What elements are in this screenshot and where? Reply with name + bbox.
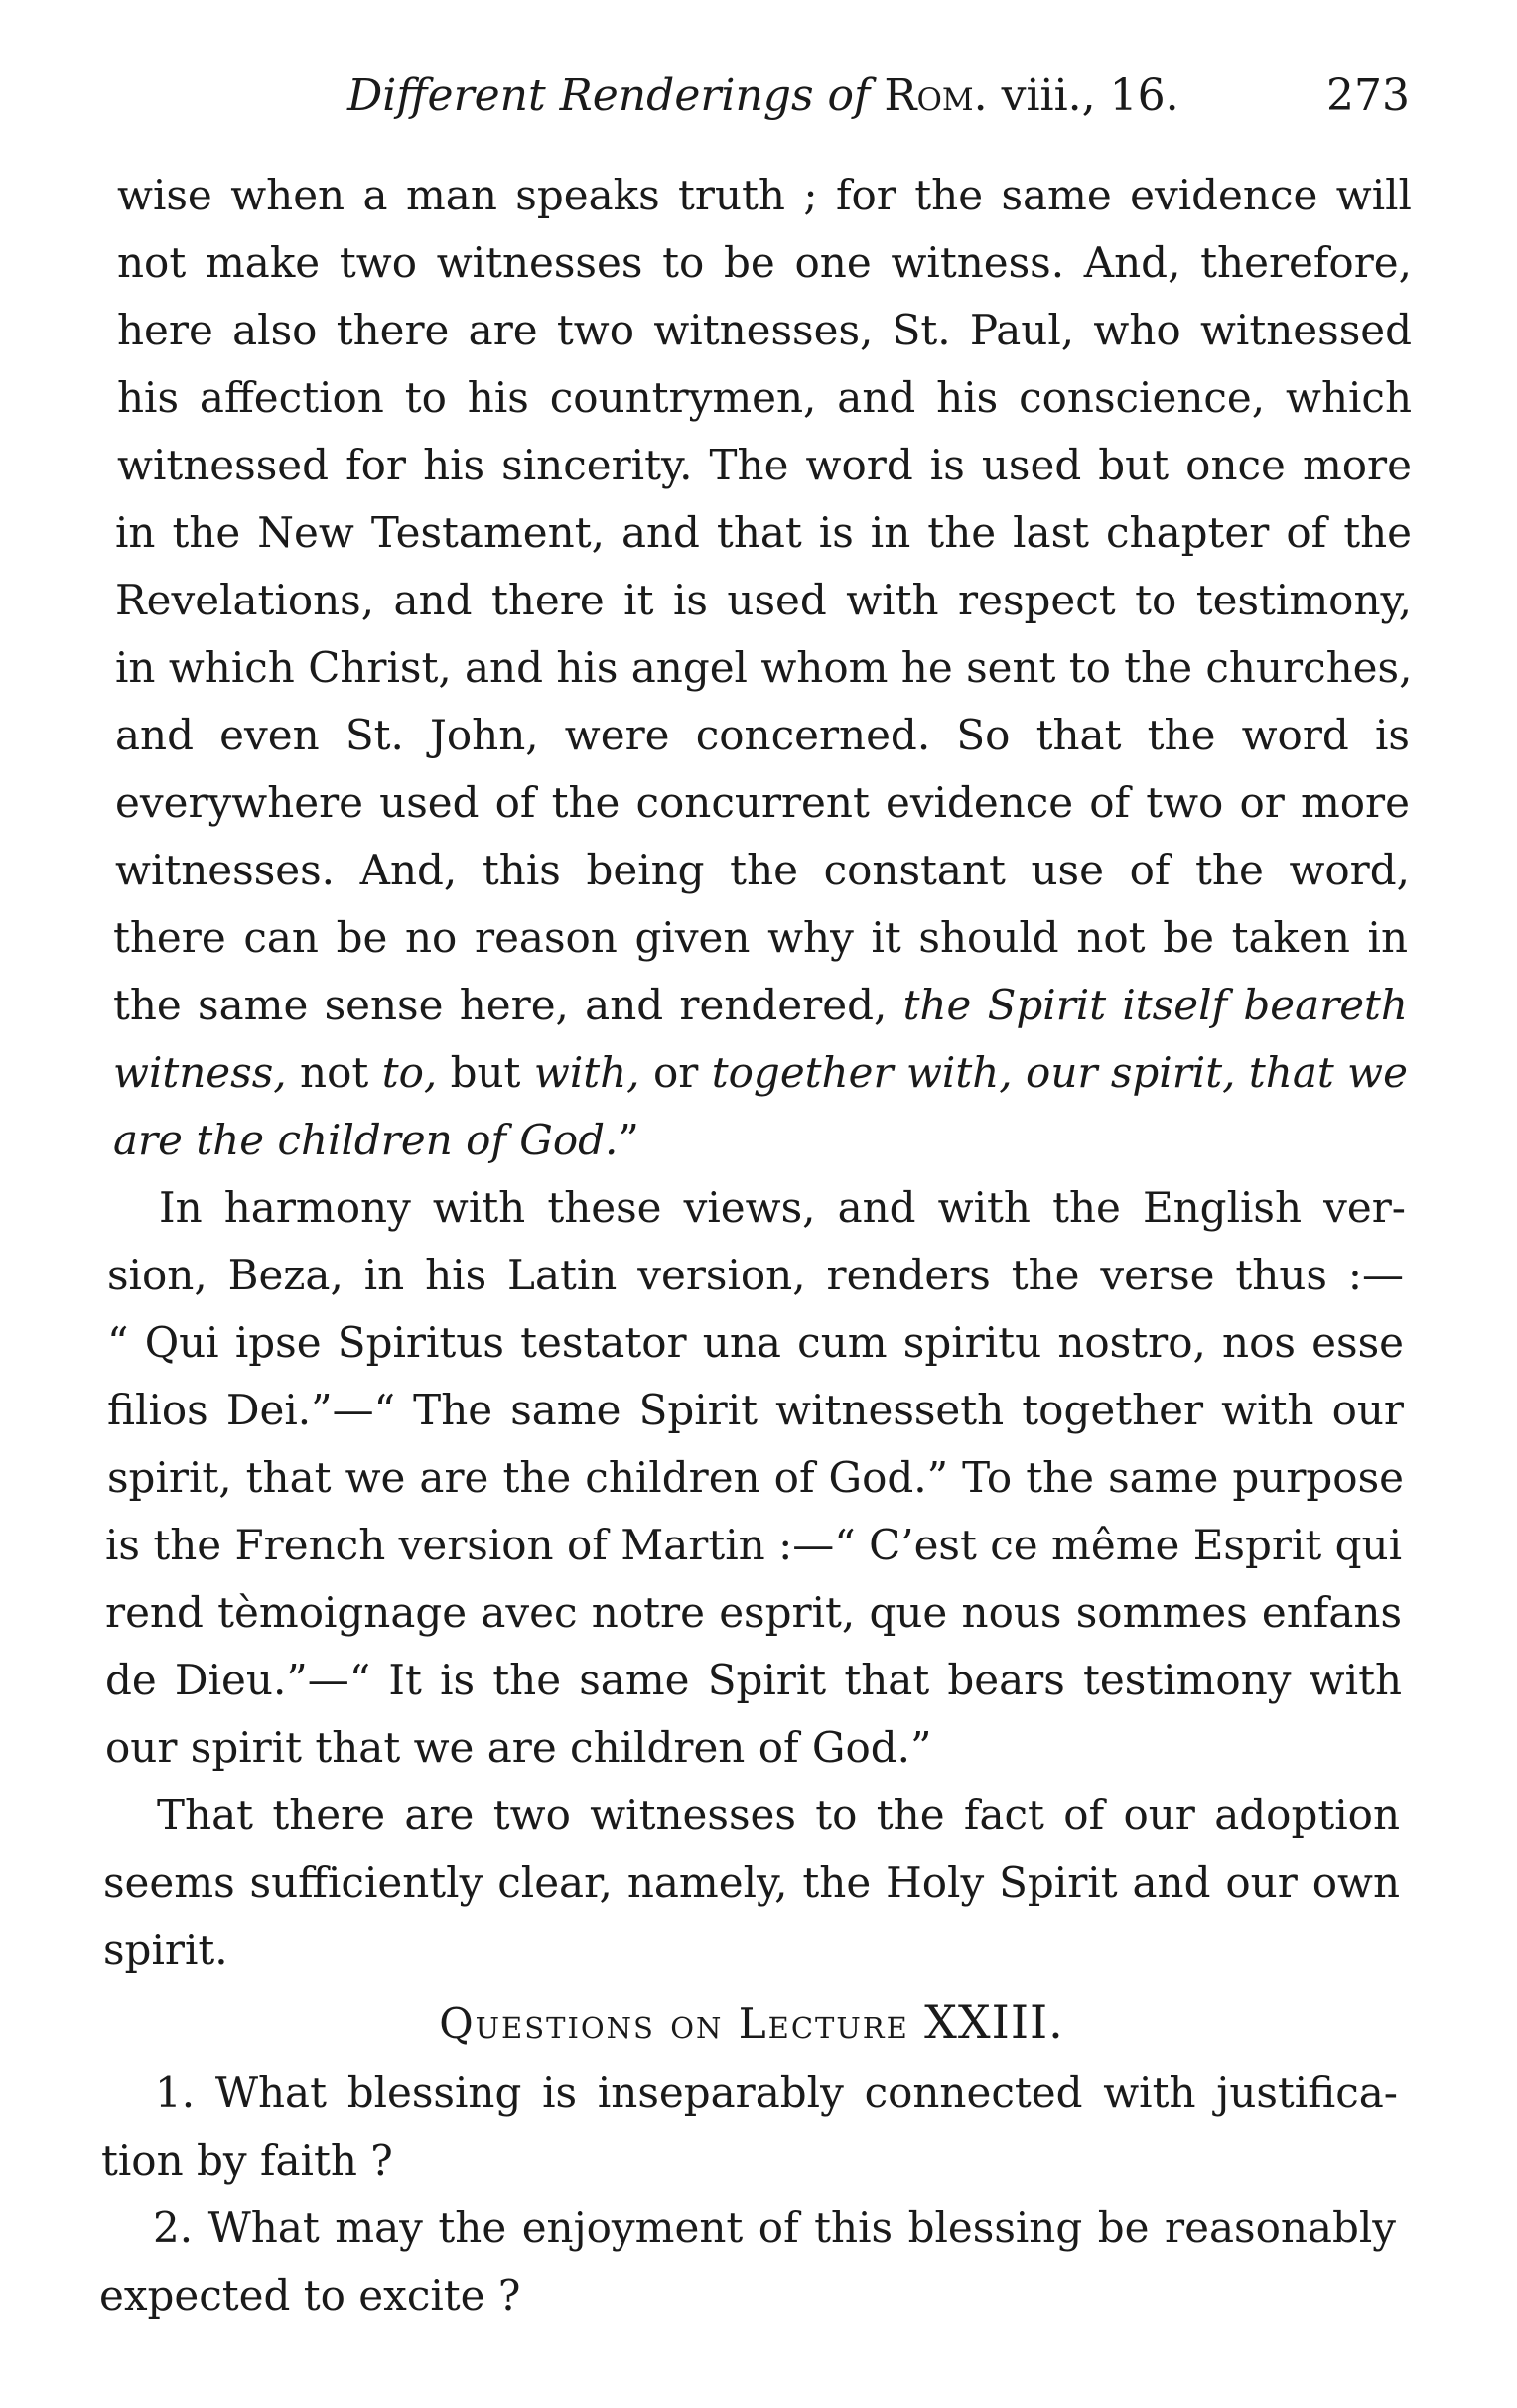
italic-run: witness, <box>113 1048 287 1097</box>
text-line: everywhere used of the concurrent evidence of two or more <box>115 778 1410 827</box>
italic-run: are the children of God. <box>113 1116 619 1164</box>
page-number: 273 <box>1326 70 1410 121</box>
text-run: the same sense here, and rendered, <box>113 981 888 1029</box>
text-run: but <box>450 1048 521 1097</box>
text-run: or <box>652 1048 699 1097</box>
text-run: not <box>300 1048 369 1097</box>
questions-heading-numeral: XXIII. <box>924 1995 1064 2049</box>
text-line: and even St. John, were concerned. So that the word is <box>115 711 1410 759</box>
running-title-ref: viii., 16. <box>1001 70 1179 121</box>
running-title-italic: Different Renderings of <box>347 70 871 121</box>
text-line: spirit, that we are the children of God.” To the same purpose <box>107 1453 1404 1502</box>
italic-run: with, <box>533 1048 640 1097</box>
text-line: seems sufficiently clear, namely, the Holy Spirit and our own <box>103 1858 1400 1907</box>
text-line: witnessed for his sincerity. The word is used but once more <box>117 441 1412 489</box>
text-line: Revelations, and there it is used with respect to testimony, <box>115 576 1412 624</box>
text-line: his affection to his countrymen, and his conscience, which <box>117 373 1412 422</box>
text-line: de Dieu.”—“ It is the same Spirit that bears testimony with <box>105 1656 1402 1704</box>
question-item: 2. What may the enjoyment of this blessing be reasonably <box>153 2204 1396 2252</box>
text-line: is the French version of Martin :—“ C’est ce même Esprit qui <box>105 1521 1402 1569</box>
question-item: expected to excite ? <box>99 2271 521 2320</box>
text-line: our spirit that we are children of God.” <box>105 1723 932 1772</box>
text-line: “ Qui ipse Spiritus testator una cum spiritu nostro, nos esse <box>107 1318 1404 1367</box>
text-line: spirit. <box>103 1926 228 1974</box>
running-title-book: Rom. <box>884 70 988 121</box>
question-item: 1. What blessing is inseparably connected with justifica- <box>155 2069 1398 2117</box>
italic-run: together with, our spirit, that we <box>711 1048 1408 1097</box>
text-line: in the New Testament, and that is in the last chapter of the <box>115 508 1412 557</box>
text-line: witnesses. And, this being the constant use of the word, <box>115 846 1410 894</box>
questions-heading-words: Questions on Lecture <box>439 1999 909 2048</box>
text-line: not make two witnesses to be one witness. And, therefore, <box>117 238 1412 287</box>
text-line: wise when a man speaks truth ; for the same evidence will <box>117 171 1412 219</box>
text-line: there can be no reason given why it should not be taken in <box>113 913 1408 962</box>
running-head <box>109 62 1410 131</box>
text-run: ” <box>618 1116 639 1164</box>
text-line: filios Dei.”—“ The same Spirit witnesseth together with our <box>107 1386 1404 1434</box>
text-line <box>113 973 1408 1038</box>
text-line: rend tèmoignage avec notre esprit, que nous sommes enfans <box>105 1588 1402 1637</box>
text-line <box>113 1108 1408 1173</box>
text-line: here also there are two witnesses, St. Paul, who witnessed <box>117 306 1412 354</box>
italic-run: to, <box>381 1048 438 1097</box>
running-title <box>347 62 1179 131</box>
text-line: In harmony with these views, and with the English ver- <box>159 1183 1406 1232</box>
text-line <box>113 1040 1408 1106</box>
text-line: sion, Beza, in his Latin version, renders the verse thus :— <box>107 1251 1404 1299</box>
questions-heading <box>103 1989 1400 2055</box>
question-item: tion by faith ? <box>101 2136 393 2185</box>
text-line: in which Christ, and his angel whom he sent to the churches, <box>115 643 1412 692</box>
text-line: That there are two witnesses to the fact of our adoption <box>157 1791 1400 1839</box>
italic-run: the Spirit itself beareth <box>902 981 1408 1029</box>
